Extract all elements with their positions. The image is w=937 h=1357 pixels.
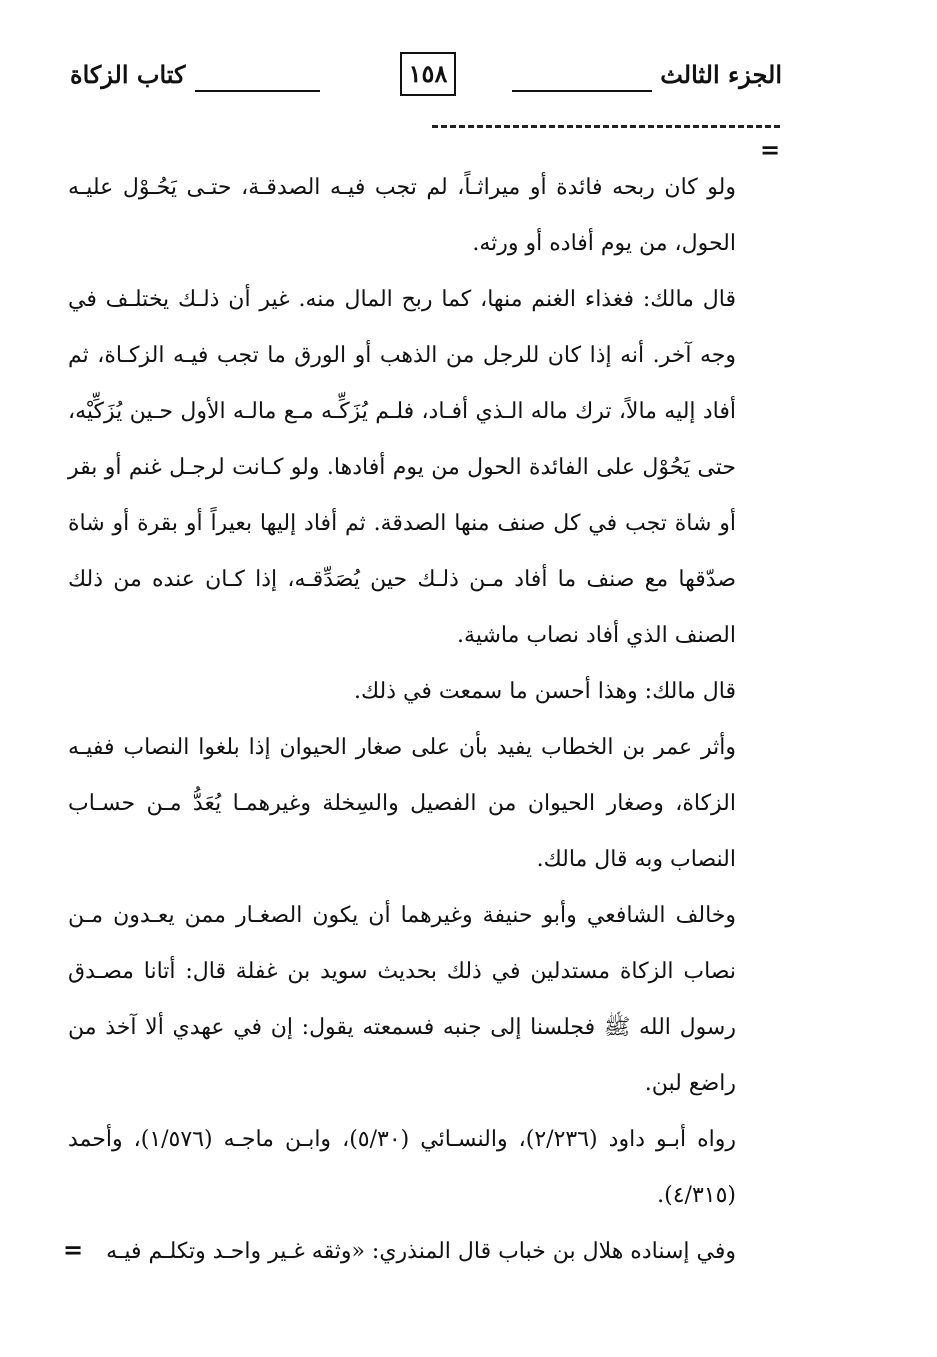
- continuation-mark-top: =: [760, 135, 781, 164]
- paragraph: ولو كان ربحه فائدة أو ميراثـاً، لم تجب فيـه الصدقـة، حتـى يَحُـوْل عليـه الحول، من يوم أفاده أو ورثه.: [68, 175, 736, 256]
- continuation-mark-bottom: =: [63, 1235, 84, 1264]
- header-rule: [512, 90, 652, 92]
- paragraph: وفي إسناده هلال بن خباب قال المنذري: «وثقه غـير واحـد وتكلـم فيـه: [106, 1239, 736, 1264]
- page-number: ١٥٨: [400, 52, 456, 96]
- book-title: كتاب الزكاة: [70, 60, 186, 89]
- header-rule: [195, 90, 320, 92]
- paragraph: وخالف الشافعي وأبو حنيفة وغيرهما أن يكون الصغـار ممن يعـدون مـن نصاب الزكاة مستدلين في ذلك بحديث سويد بن غفلة قال: أتانا مصـدق رسول الله ﷺ فجلسنا إلى جنبه فسمعته يقول: إن في عهدي ألا آخذ من راضع لبن.: [68, 903, 736, 1096]
- page-header: [70, 52, 782, 112]
- paragraph: قال مالك: فغذاء الغنم منها، كما ربح المال منه. غير أن ذلـك يختلـف في وجه آخر. أنه إذا كان للرجل من الذهب أو الورق ما تجب فيـه الزكـاة، ثم أفاد إليه مالاً، ترك ماله الـذي أفـاد، فلـم يُزَكِّـه مـع مالـه الأول حـين يُزَكِّيْه، حتى يَحُوْل على الفائدة الحول من يوم أفادها. ولو كـانت لرجـل غنم أو بقر أو شاة تجب في كل صنف منها الصدقة. ثم أفاد إليها بعيراً أو بقرة أو شاة صدّقها مع صنف ما أفاد مـن ذلـك حين يُصَدِّقـه، إذا كـان عنده من ذلك الصنف الذي أفاد نصاب ماشية.: [68, 287, 736, 648]
- paragraph: رواه أبـو داود (٢/٢٣٦)، والنسـائي (٥/٣٠)، وابـن ماجـه (١/٥٧٦)، وأحمد (٤/٣١٥).: [68, 1127, 737, 1208]
- paragraph: قال مالك: وهذا أحسن ما سمعت في ذلك.: [353, 679, 736, 704]
- part-title: الجزء الثالث: [660, 60, 782, 89]
- footnote-continuation-rule: [432, 125, 780, 128]
- body-text: [68, 160, 736, 1280]
- paragraph: وأثر عمر بن الخطاب يفيد بأن على صغار الحيوان إذا بلغوا النصاب ففيـه الزكاة، وصغار الحيوان من الفصيل والسِخلة وغيرهمـا يُعَدُّ مـن حسـاب النصاب وبه قال مالك.: [68, 735, 736, 872]
